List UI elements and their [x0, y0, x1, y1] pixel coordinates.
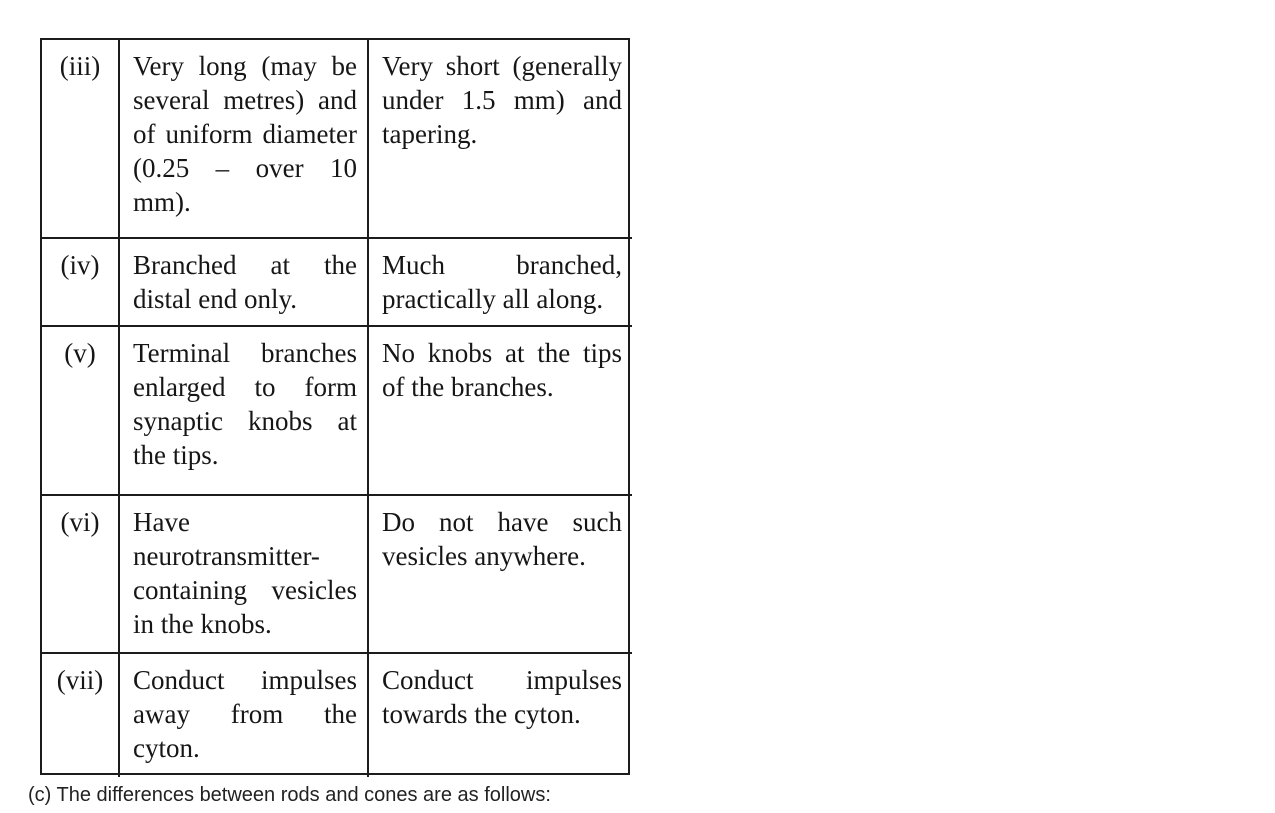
- axon-cell: Branched at the distal end only.: [120, 239, 369, 327]
- row-number: (iii): [42, 40, 120, 239]
- row-number: (iv): [42, 239, 120, 327]
- axon-cell: Have neurotransmitter-containing vesicles in the knobs.: [120, 496, 369, 654]
- row-number: (v): [42, 327, 120, 496]
- row-number: (vii): [42, 654, 120, 777]
- dendrite-cell: Very short (generally under 1.5 mm) and tapering.: [369, 40, 632, 239]
- axon-cell: Terminal branches enlarged to form synaptic knobs at the tips.: [120, 327, 369, 496]
- dendrite-cell: No knobs at the tips of the branches.: [369, 327, 632, 496]
- dendrite-cell: Much branched, practically all along.: [369, 239, 632, 327]
- caption-text: (c) The differences between rods and cones are as follows:: [28, 784, 551, 806]
- axon-cell: Conduct impulses away from the cyton.: [120, 654, 369, 777]
- differences-table: [40, 38, 630, 775]
- dendrite-cell: Conduct impulses towards the cyton.: [382, 665, 622, 729]
- axon-cell: Very long (may be several metres) and of uniform diameter (0.25 – over 10 mm).: [120, 40, 369, 239]
- row-number: (vi): [42, 496, 120, 654]
- dendrite-cell: Do not have such vesicles anywhere.: [369, 496, 632, 654]
